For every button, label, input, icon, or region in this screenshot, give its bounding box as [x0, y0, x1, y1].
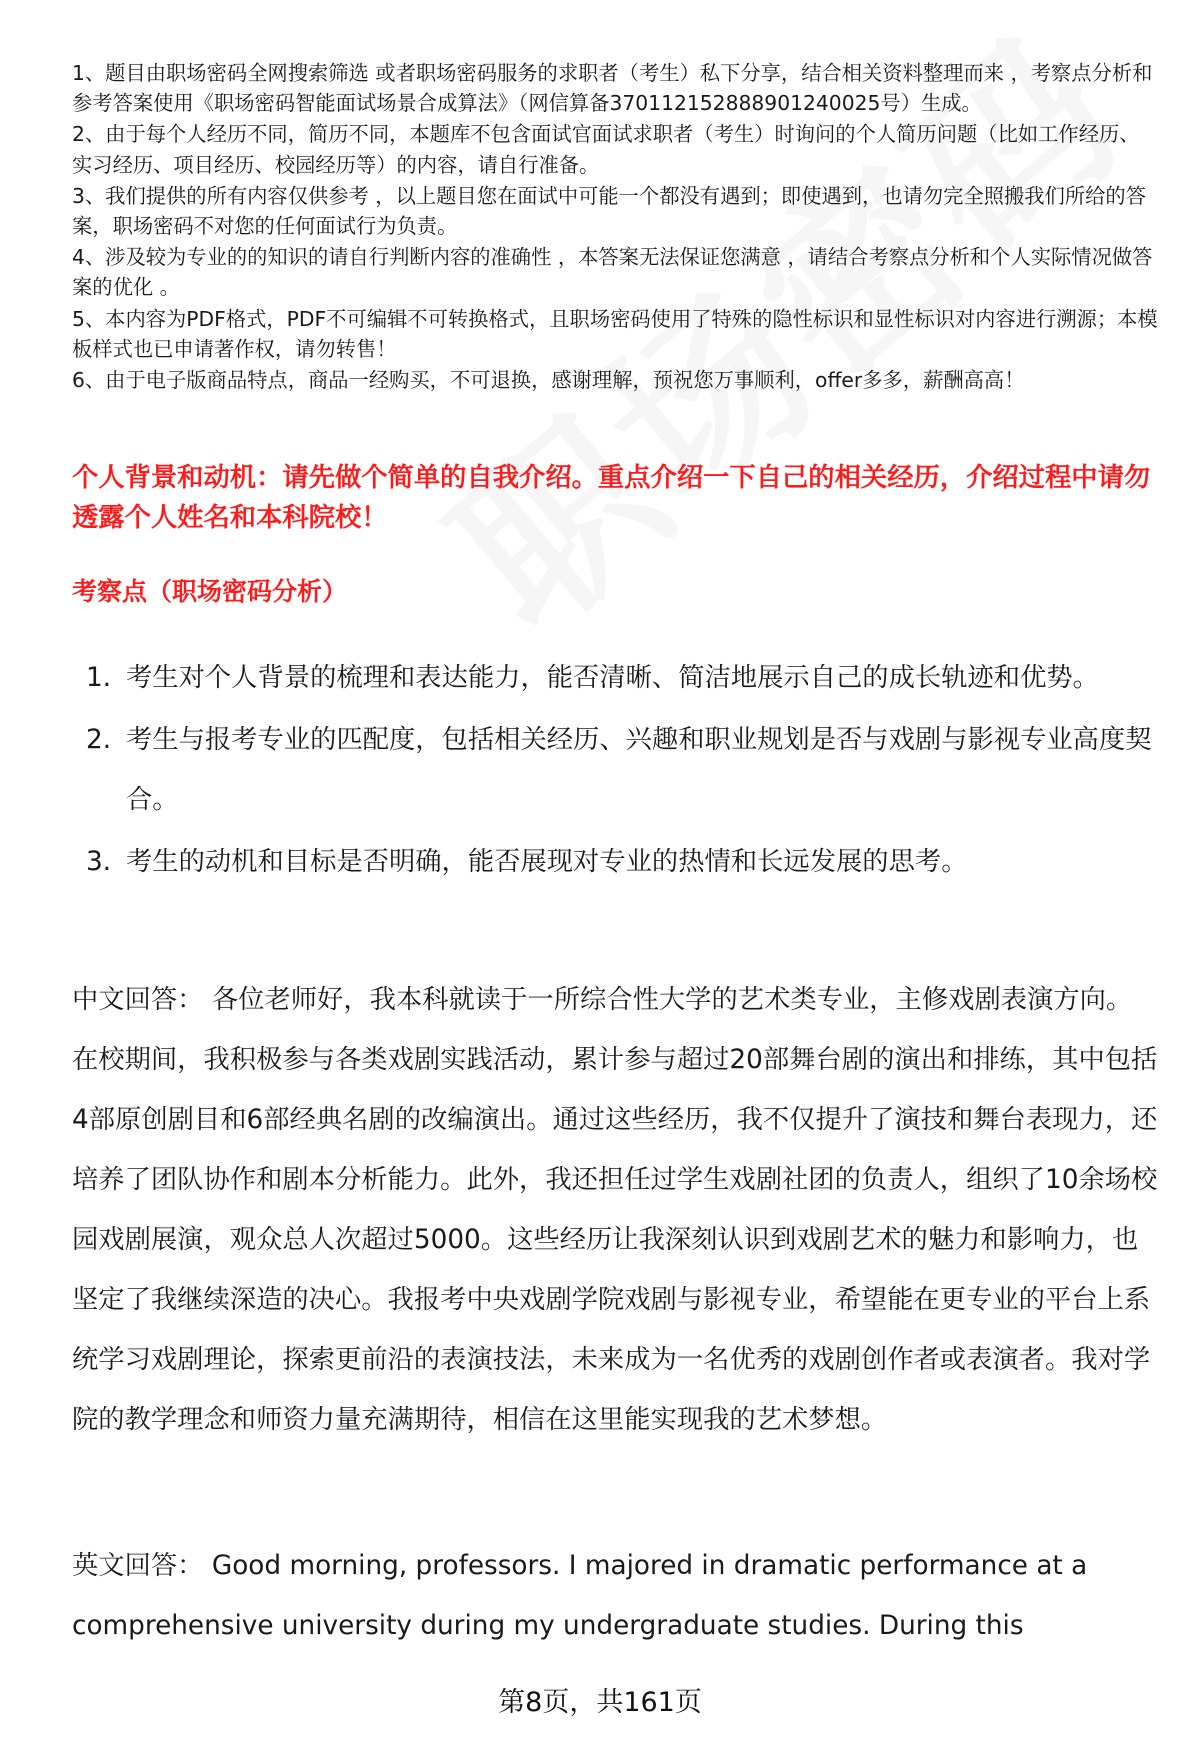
chinese-answer: 中文回答： 各位老师好，我本科就读于一所综合性大学的艺术类专业，主修戏剧表演方向。在校期间，我积极参与各类戏剧实践活动，累计参与超过20部舞台剧的演出和排练，其中包括4部原创剧目和6部经典名剧的改编演出。通过这些经历，我不仅提升了演技和舞台表现力，还培养了团队协作和剧本分析能力。此外，我还担任过学生戏剧社团的负责人，组织了10余场校园戏剧展演，观众总人次超过5000。这些经历让我深刻认识到戏剧艺术的魅力和影响力，也坚定了我继续深造的决心。我报考中央戏剧学院戏剧与影视专业，希望能在更专业的平台上系统学习戏剧理论，探索更前沿的表演技法，未来成为一名优秀的戏剧创作者或表演者。我对学院的教学理念和师资力量充满期待，相信在这里能实现我的艺术梦想。 — [72, 985, 1158, 1435]
assessment-points — [72, 648, 1158, 894]
notice-item: 6、由于电子版商品特点，商品一经购买，不可退换，感谢理解，预祝您万事顺利，offer多多，薪酬高高！ — [72, 368, 1025, 393]
notice-item: 4、涉及较为专业的的知识的请自行判断内容的准确性 ，本答案无法保证您满意 ，请结合考察点分析和个人实际情况做答案的优化 。 — [72, 245, 1153, 300]
point-number: 1. — [86, 663, 112, 693]
point-text: 考生与报考专业的匹配度，包括相关经历、兴趣和职业规划是否与戏剧与影视专业高度契合。 — [126, 725, 1152, 815]
assessment-point — [72, 710, 1158, 830]
point-text: 考生的动机和目标是否明确，能否展现对专业的热情和长远发展的思考。 — [126, 847, 968, 877]
english-answer: 英文回答： Good morning, professors. I majored in dramatic performance at a comprehensive university during my undergraduate studies. During this — [72, 1551, 1088, 1641]
notice-item: 5、本内容为PDF格式，PDF不可编辑不可转换格式，且职场密码使用了特殊的隐性标识和显性标识对内容进行溯源；本模板样式也已申请著作权，请勿转售！ — [72, 306, 1158, 361]
page-footer: 第8页，共161页 — [498, 1687, 702, 1718]
assessment-point — [72, 648, 1158, 708]
point-number: 2. — [86, 725, 112, 755]
notice-block — [72, 58, 1158, 396]
notice-item: 1、题目由职场密码全网搜索筛选 或者职场密码服务的求职者（考生）私下分享，结合相关资料整理而来 ，考察点分析和参考答案使用《职场密码智能面试场景合成算法》（网信算备370112152888901240025号）生成。 — [72, 61, 1153, 116]
section-title: 考察点（职场密码分析） — [72, 577, 348, 606]
notice-item: 3、我们提供的所有内容仅供参考 ，以上题目您在面试中可能一个都没有遇到；即使遇到，也请勿完全照搬我们所给的答案，职场密码不对您的任何面试行为负责。 — [72, 183, 1146, 239]
question-heading: 个人背景和动机：请先做个简单的自我介绍。重点介绍一下自己的相关经历，介绍过程中请勿透露个人姓名和本科院校！ — [72, 463, 1151, 533]
notice-item: 2、由于每个人经历不同，简历不同，本题库不包含面试官面试求职者（考生）时询问的个人简历问题（比如工作经历、实习经历、项目经历、校园经历等）的内容，请自行准备。 — [72, 122, 1140, 177]
point-number: 3. — [86, 847, 112, 877]
assessment-point — [72, 832, 1158, 892]
point-text: 考生对个人背景的梳理和表达能力，能否清晰、简洁地展示自己的成长轨迹和优势。 — [126, 663, 1099, 693]
